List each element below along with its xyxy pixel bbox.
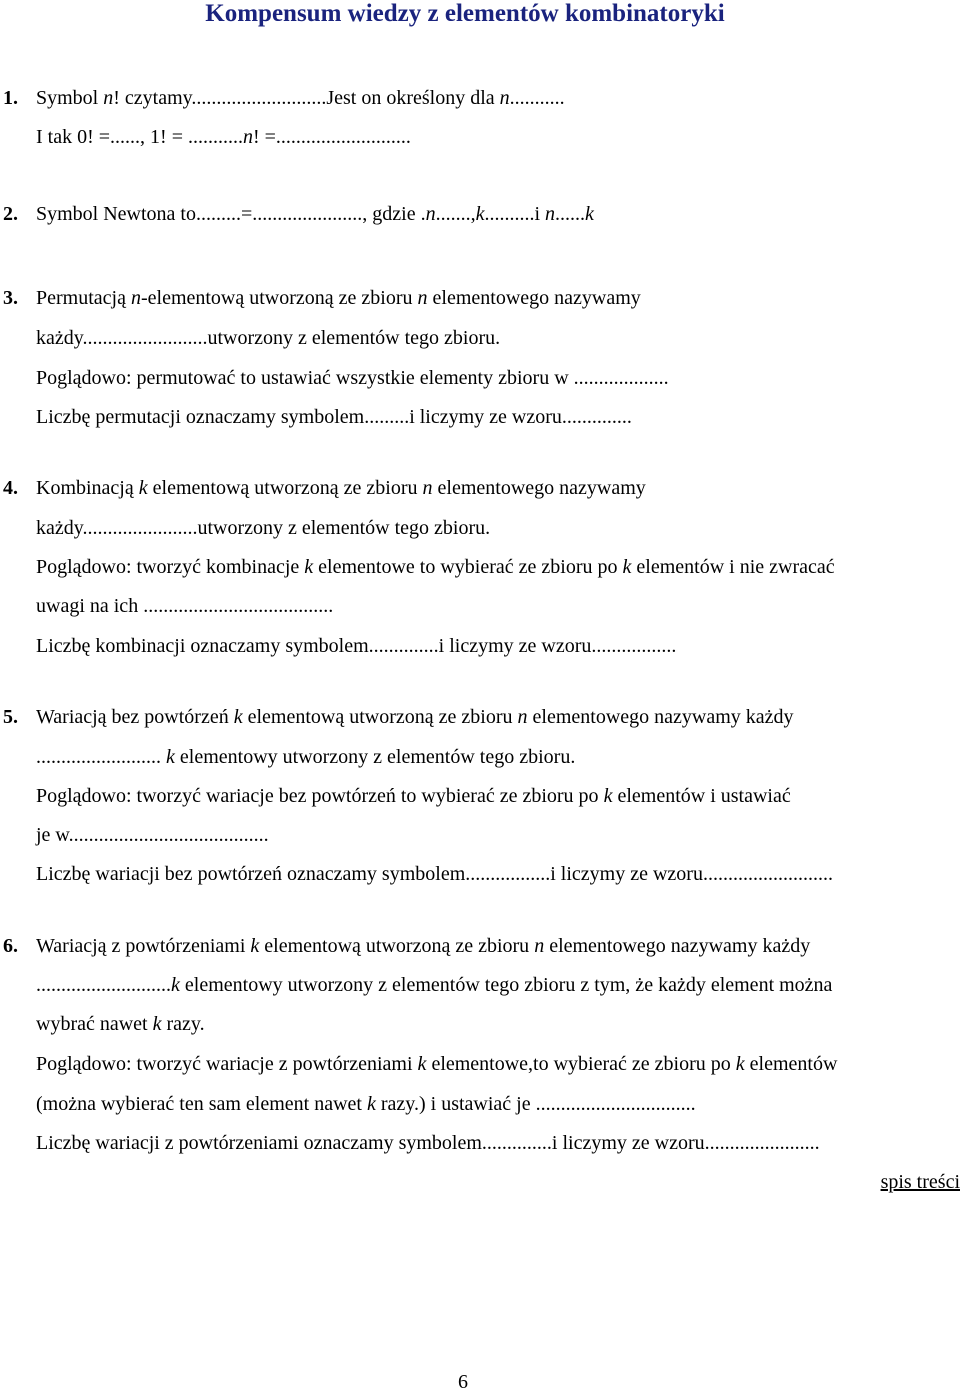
text-segment: Poglądowo: tworzyć wariacje z powtórzeniami (36, 1053, 418, 1075)
text-segment: elementowego nazywamy każdy (527, 706, 794, 728)
math-variable: k (735, 1053, 745, 1075)
text-segment: elementowego nazywamy każdy (544, 935, 811, 957)
text-segment: elementowego nazywamy (432, 477, 646, 499)
text-segment: elementów (744, 1053, 838, 1075)
math-variable: n (545, 203, 556, 225)
math-variable: n (417, 287, 428, 309)
math-variable: k (603, 785, 613, 807)
math-variable: k (304, 556, 314, 578)
section-number: 1. (3, 87, 18, 109)
text-segment: ...... (555, 203, 586, 225)
text-segment: Liczbę wariacji bez powtórzeń oznaczamy symbolem.................i liczymy ze wzoru.......................... (36, 863, 833, 885)
section-6-line (36, 1092, 696, 1116)
math-variable: n (242, 126, 253, 148)
math-variable: k (585, 203, 594, 225)
text-segment: elementowe,to wybierać ze zbioru po (426, 1053, 736, 1075)
section-6-line (36, 973, 832, 997)
text-segment: ........... (509, 87, 565, 109)
text-segment: Wariacją z powtórzeniami (36, 935, 251, 957)
section-3-line (36, 286, 641, 310)
section-5-line (36, 862, 833, 886)
text-segment: każdy.......................utworzony z elementów tego zbioru. (36, 517, 491, 539)
text-segment: elementowy utworzony z elementów tego zbioru. (174, 746, 576, 768)
text-segment: elementów i nie zwracać (631, 556, 835, 578)
text-segment: uwagi na ich ...................................... (36, 595, 334, 617)
math-variable: k (622, 556, 632, 578)
section-6-line (36, 934, 810, 958)
math-variable: k (152, 1013, 162, 1035)
section-4-line (36, 516, 490, 540)
section-4-line (36, 476, 646, 500)
section-1-line (36, 125, 411, 149)
text-segment: wybrać nawet (36, 1013, 153, 1035)
text-segment: Liczbę permutacji oznaczamy symbolem.........i liczymy ze wzoru.............. (36, 406, 632, 428)
text-segment: elementową utworzoną ze zbioru (259, 935, 535, 957)
text-segment: elementowy utworzony z elementów tego zbioru z tym, że każdy element można (179, 974, 833, 996)
text-segment: ......., (435, 203, 476, 225)
table-of-contents-link[interactable]: spis treści (880, 1171, 960, 1193)
document-title: Kompensum wiedzy z elementów kombinatoryki (205, 0, 725, 27)
math-variable: n (103, 87, 114, 109)
text-segment: I tak 0! =......, 1! = ........... (36, 126, 243, 148)
text-segment: elementową utworzoną ze zbioru (242, 706, 518, 728)
text-segment: Poglądowo: tworzyć kombinacje (36, 556, 305, 578)
text-segment: (można wybierać ten sam element nawet (36, 1093, 367, 1115)
text-segment: razy. (161, 1013, 205, 1035)
section-3-line (36, 405, 632, 429)
section-number: 5. (3, 706, 18, 728)
section-3-line (36, 366, 669, 390)
section-5-line (36, 705, 794, 729)
section-5-line (36, 745, 575, 769)
section-4-line (36, 555, 835, 579)
math-variable: n (534, 935, 545, 957)
section-5-line (36, 823, 269, 847)
text-segment: ......................... (36, 746, 166, 768)
text-segment: je w........................................ (36, 824, 269, 846)
section-4-line (36, 634, 676, 658)
math-variable: n (422, 477, 433, 499)
text-segment: Wariacją bez powtórzeń (36, 706, 234, 728)
text-segment: Liczbę wariacji z powtórzeniami oznaczamy symbolem..............i liczymy ze wzoru....................... (36, 1132, 820, 1154)
section-4-line (36, 594, 333, 618)
math-variable: n (425, 203, 436, 225)
section-2-line (36, 202, 594, 226)
page-number: 6 (458, 1371, 468, 1393)
text-segment: elementów i ustawiać (612, 785, 791, 807)
math-variable: k (138, 477, 148, 499)
text-segment: Poglądowo: permutować to ustawiać wszystkie elementy zbioru w ................... (36, 367, 669, 389)
text-segment: razy.) i ustawiać je ................................ (375, 1093, 696, 1115)
math-variable: k (475, 203, 485, 225)
math-variable: k (250, 935, 260, 957)
text-segment: -elementową utworzoną ze zbioru (140, 287, 418, 309)
math-variable: k (417, 1053, 427, 1075)
text-segment: ..........i (484, 203, 546, 225)
math-variable: k (171, 974, 180, 996)
text-segment: elementową utworzoną ze zbioru (147, 477, 423, 499)
text-segment: Symbol (36, 87, 104, 109)
section-1-line (36, 86, 565, 110)
section-3-line (36, 326, 500, 350)
section-5-line (36, 784, 791, 808)
math-variable: n (499, 87, 510, 109)
section-6-line (36, 1012, 205, 1036)
text-segment: Symbol Newtona to.........=......................, gdzie . (36, 203, 426, 225)
section-number: 2. (3, 203, 18, 225)
text-segment: Liczbę kombinacji oznaczamy symbolem..............i liczymy ze wzoru................. (36, 635, 677, 657)
section-number: 6. (3, 935, 18, 957)
math-variable: k (233, 706, 243, 728)
text-segment: Poglądowo: tworzyć wariacje bez powtórzeń to wybierać ze zbioru po (36, 785, 604, 807)
text-segment: ! =........................... (252, 126, 411, 148)
math-variable: k (166, 746, 175, 768)
math-variable: n (517, 706, 528, 728)
section-6-line (36, 1131, 820, 1155)
text-segment: elementowego nazywamy (427, 287, 641, 309)
math-variable: n (130, 287, 141, 309)
section-6-line (36, 1052, 837, 1076)
text-segment: elementowe to wybierać ze zbioru po (313, 556, 623, 578)
text-segment: Kombinacją (36, 477, 139, 499)
section-number: 3. (3, 287, 18, 309)
text-segment: Permutacją (36, 287, 131, 309)
text-segment: ........................... (36, 974, 171, 996)
section-number: 4. (3, 477, 18, 499)
text-segment: każdy.........................utworzony z elementów tego zbioru. (36, 327, 501, 349)
text-segment: ! czytamy...........................Jest on określony dla (113, 87, 500, 109)
math-variable: k (366, 1093, 376, 1115)
